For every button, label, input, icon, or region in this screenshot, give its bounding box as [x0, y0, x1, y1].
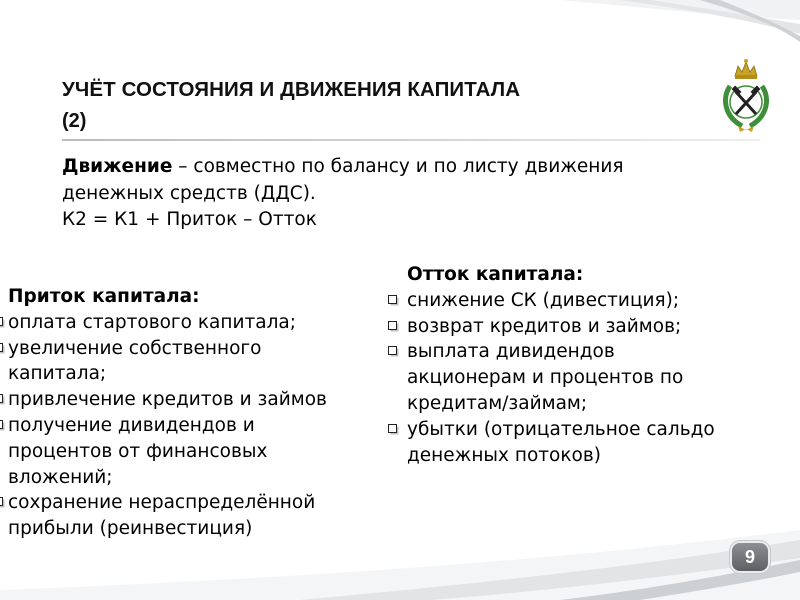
outflow-heading: Отток капитала: — [407, 264, 584, 285]
checkbox-bullet-icon — [0, 343, 5, 354]
outflow-column — [384, 262, 800, 468]
title-line-2: (2) — [62, 110, 87, 132]
inflow-item-line: оплата стартового капитала; — [8, 311, 296, 333]
checkbox-bullet-icon — [0, 394, 5, 405]
emblem-icon — [718, 56, 774, 134]
slide-title — [62, 78, 622, 133]
inflow-item — [0, 387, 395, 413]
inflow-item — [0, 310, 395, 336]
intro-text — [62, 154, 762, 234]
intro-term: Движение — [62, 156, 173, 177]
top-decoration — [0, 0, 800, 60]
checkbox-bullet-icon — [0, 420, 5, 431]
inflow-item-line: увеличение собственного — [8, 337, 262, 359]
intro-formula: К2 = К1 + Приток – Отток — [62, 209, 317, 230]
checkbox-bullet-icon — [0, 317, 5, 328]
checkbox-bullet-icon — [388, 346, 399, 357]
outflow-item — [384, 288, 800, 314]
outflow-item-line: денежных потоков) — [407, 444, 601, 466]
page-number-badge: 9 — [732, 543, 768, 571]
intro-line-2: денежных средств (ДДС). — [62, 182, 316, 204]
inflow-item-line: получение дивидендов и — [8, 414, 255, 436]
checkbox-bullet-icon — [388, 295, 399, 306]
outflow-item-line: снижение СК (дивестиция); — [407, 289, 680, 311]
title-divider — [62, 139, 760, 141]
intro-line-1-rest: – совместно по балансу и по листу движения — [172, 156, 624, 177]
inflow-item-line: капитала; — [8, 363, 107, 385]
checkbox-bullet-icon — [0, 497, 5, 508]
inflow-column — [0, 284, 395, 542]
inflow-item — [0, 490, 395, 542]
checkbox-bullet-icon — [388, 321, 399, 332]
outflow-item-line: выплата дивидендов — [407, 341, 615, 363]
checkbox-bullet-icon — [388, 424, 399, 435]
inflow-item-line: прибыли (реинвестиция) — [8, 518, 253, 540]
outflow-item — [384, 417, 800, 469]
outflow-item-line: возврат кредитов и займов; — [407, 315, 682, 337]
outflow-item-line: кредитам/займам; — [407, 392, 588, 414]
inflow-item-line: вложений; — [8, 466, 113, 488]
inflow-heading: Приток капитала: — [8, 286, 200, 307]
inflow-item-line: сохранение нераспределённой — [8, 492, 316, 514]
intro-line-1 — [62, 154, 762, 181]
inflow-item-line: процентов от финансовых — [8, 440, 268, 462]
outflow-item-line: убытки (отрицательное сальдо — [407, 418, 715, 440]
outflow-item — [384, 339, 800, 416]
inflow-item — [0, 413, 395, 490]
inflow-item-line: привлечение кредитов и займов — [8, 389, 327, 411]
title-line-1: УЧЁТ СОСТОЯНИЯ И ДВИЖЕНИЯ КАПИТАЛА — [62, 78, 521, 101]
inflow-item — [0, 336, 395, 388]
outflow-item — [384, 314, 800, 340]
outflow-item-line: акционерам и процентов по — [407, 367, 684, 389]
